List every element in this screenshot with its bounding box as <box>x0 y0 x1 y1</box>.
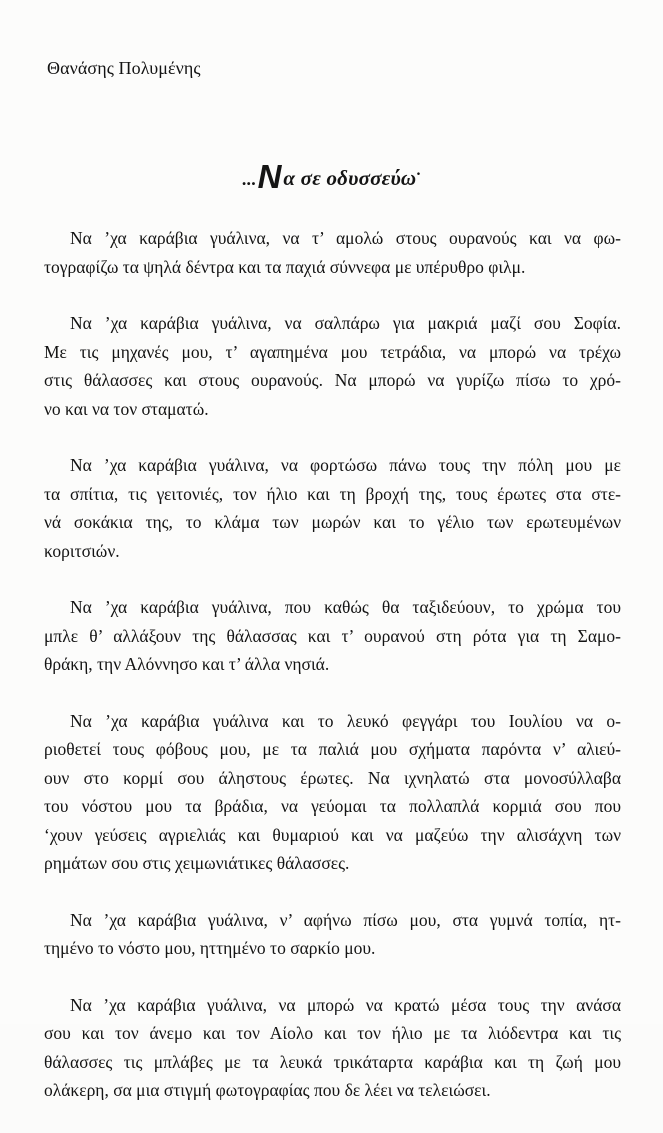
text-line: Να ’χα καράβια γυάλινα, ν’ αφήνω πίσω μου, στα γυμνά τοπία, ητ- <box>70 909 621 930</box>
text-line: Να ’χα καράβια γυάλινα, να τ’ αμολώ στους ουρανούς και να φω- <box>70 228 621 248</box>
text-line: Να ’χα καράβια γυάλινα, που καθώς θα ταξιδεύουν, το χρώμα του <box>70 597 621 617</box>
text-line: Να ’χα καράβια γυάλινα, να φορτώσω πάνω τους την πόλη μου με <box>70 455 621 475</box>
title-initial-letter: N <box>257 158 281 195</box>
title-text: α σε οδυσσεύω <box>283 166 417 190</box>
text-line: κοριτσιών. <box>44 540 120 561</box>
text-line: τα σπίτια, τις γειτονιές, τον ήλιο και τη βροχή της, τους έρωτες στα στε- <box>44 483 621 504</box>
paragraph <box>44 224 621 281</box>
text-line: Να ’χα καράβια γυάλινα, να σαλπάρω για μακριά μαζί σου Σοφία. <box>70 313 621 333</box>
paragraph <box>44 991 621 1105</box>
text-line: ριοθετεί τους φόβους μου, με τα παλιά μου σχήματα παρόντα ν’ αλιεύ- <box>44 739 621 759</box>
paragraph <box>44 309 621 423</box>
text-line: ουν στο κορμί σου άληστους έρωτες. Να ιχνηλατώ στα μονοσύλλαβα <box>44 767 621 788</box>
text-line: θάλασσες τις μπλάβες με τα λευκά τρικάταρτα καράβια και τη ζωή μου <box>44 1051 621 1072</box>
poem-title <box>0 158 663 196</box>
running-header-author: Θανάσης Πολυμένης <box>47 58 201 78</box>
text-line: Να ’χα καράβια γυάλινα, να μπορώ να κρατώ μέσα τους την ανάσα <box>70 994 621 1015</box>
paragraph <box>44 593 621 679</box>
text-line: τημένο το νόστο μου, ηττημένο το σαρκίο μου. <box>44 938 376 958</box>
text-line: θράκη, την Αλόννησο και τ’ άλλα νησιά. <box>44 654 330 674</box>
title-mark: · <box>416 166 421 183</box>
text-line: στις θάλασσες και στους ουρανούς. Να μπορώ να γυρίζω πίσω το χρό- <box>44 370 621 390</box>
text-line: νο και να τον σταματώ. <box>44 398 209 419</box>
text-line: του νόστου μου τα βράδια, να γεύομαι τα πολλαπλά κορμιά σου που <box>44 796 621 816</box>
poem-body <box>44 224 621 1133</box>
text-line: τογραφίζω τα ψηλά δέντρα και τα παχιά σύννεφα με υπέρυθρο φιλμ. <box>44 256 526 277</box>
text-line: σου και τον άνεμο και τον Αίολο και τον ήλιο με τα λιόδεντρα και τις <box>44 1023 621 1043</box>
text-line: ρημάτων σου στις χειμωνιάτικες θάλασσες. <box>44 853 350 873</box>
paragraph <box>44 451 621 565</box>
text-line: Με τις μηχανές μου, τ’ αγαπημένα μου τετράδια, να μπορώ να τρέχω <box>44 341 621 362</box>
text-line: Να ’χα καράβια γυάλινα και το λευκό φεγγάρι του Ιουλίου να ο- <box>70 710 621 731</box>
text-line: ‘χουν γεύσεις αγριελιάς και θυμαριού και να μαζεύω την αλισάχνη των <box>44 824 621 845</box>
paragraph <box>44 906 621 963</box>
paragraph <box>44 707 621 878</box>
text-line: ολάκερη, σα μια στιγμή φωτογραφίας που δε λέει να τελειώσει. <box>44 1080 491 1100</box>
text-line: νά σοκάκια της, το κλάμα των μωρών και το γέλιο των ερωτευμένων <box>44 512 621 532</box>
title-ellipsis: ... <box>242 169 257 189</box>
text-line: μπλε θ’ αλλάξουν της θάλασσας και τ’ ουρανού στη ρότα για τη Σαμο- <box>44 625 621 646</box>
